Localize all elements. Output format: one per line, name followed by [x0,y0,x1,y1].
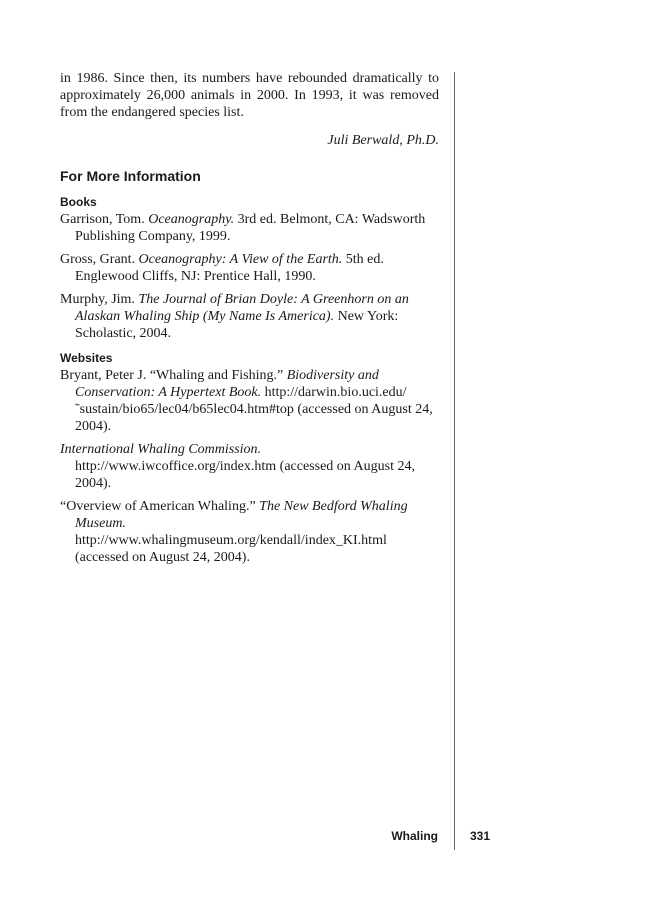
column-divider [454,72,455,850]
more-info-heading: For More Information [60,168,201,184]
books-heading: Books [60,195,97,209]
reference-title: The New Bedford Whaling Museum. [75,499,408,531]
book-reference [60,291,439,342]
reference-details: http://www.whalingmuseum.org/kendall/index_KI.html (accessed on August 24, 2004). [75,533,387,565]
reference-title: Biodiversity and Conservation: A Hypertext Book. [75,368,379,400]
reference-details: 3rd ed. Belmont, CA: Wadsworth Publishing Company, 1999. [75,212,426,244]
reference-author: Garrison, Tom. [60,212,149,227]
website-reference [60,441,439,492]
reference-details: New York: Scholastic, 2004. [75,309,399,341]
text-column [60,70,439,566]
reference-title: Oceanography. [148,212,235,227]
reference-author: Murphy, Jim. [60,292,139,307]
reference-details: http://darwin.bio.uci.edu/˜sustain/bio65/lec04/b65lec04.htm#top (accessed on August 24, 2004). [75,385,433,434]
websites-heading: Websites [60,351,113,365]
reference-title: The Journal of Brian Doyle: A Greenhorn on an Alaskan Whaling Ship (My Name Is America). [75,292,409,324]
website-reference [60,367,439,435]
reference-title: Oceanography: A View of the Earth. [138,252,343,267]
reference-author: Gross, Grant. [60,252,139,267]
reference-author: “Overview of American Whaling.” [60,499,260,514]
reference-title: International Whaling Commission. [60,442,262,457]
running-footer-title: Whaling [391,829,438,843]
reference-author: Bryant, Peter J. “Whaling and Fishing.” [60,368,287,383]
websites-list [60,367,439,566]
book-reference [60,211,439,245]
books-list [60,211,439,342]
book-reference [60,251,439,285]
reference-details: http://www.iwcoffice.org/index.htm (accessed on August 24, 2004). [75,459,415,491]
page-number: 331 [470,829,491,843]
website-reference [60,498,439,566]
author-byline: Juli Berwald, Ph.D. [327,133,439,148]
body-paragraph: in 1986. Since then, its numbers have rebounded dramatically to approximately 26,000 animals in 2000. In 1993, it was removed from the endangered species list. [60,71,439,120]
reference-details: 5th ed. Englewood Cliffs, NJ: Prentice Hall, 1990. [75,252,384,284]
